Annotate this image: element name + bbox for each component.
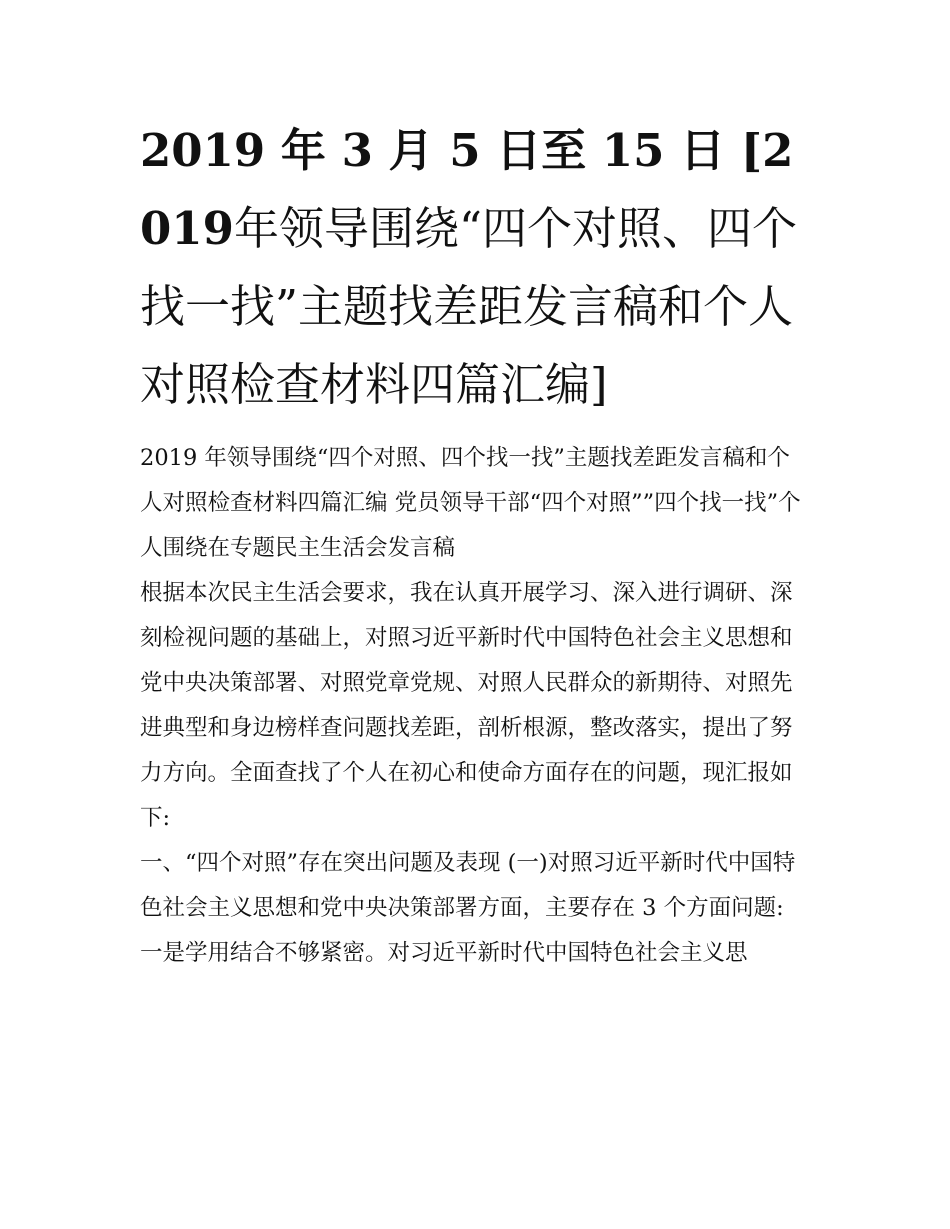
point-paragraph: 一是学用结合不够紧密。对习近平新时代中国特色社会主义思 <box>140 940 748 966</box>
intro-paragraph: 2019 年领导围绕“四个对照、四个找一找”主题找差距发言稿和个人对照检查材料四篇汇编 党员领导干部“四个对照””四个找一找”个人围绕在专题民主生活会发言稿 <box>140 445 801 561</box>
title-date-part: 2019 年 3 月 5 日至 15 日 [2019 <box>140 124 794 255</box>
body-paragraph: 根据本次民主生活会要求，我在认真开展学习、深入进行调研、深刻检视问题的基础上，对照习近平新时代中国特色社会主义思想和党中央决策部署、对照党章党规、对照人民群众的新期待、对照先进典型和身边榜样查问题找差距，剖析根源，整改落实，提出了努力方向。全面查找了个人在初心和使命方面存在的问题，现汇报如下: <box>140 580 793 831</box>
document-page <box>140 112 812 976</box>
document-body <box>140 436 812 976</box>
title-text-part: 年领导围绕“四个对照、四个找一找”主题找差距发言稿和个人对照检查材料四篇汇编] <box>140 202 797 411</box>
document-title <box>140 112 812 424</box>
section-heading-paragraph: 一、“四个对照”存在突出问题及表现 (一)对照习近平新时代中国特色社会主义思想和党中央决策部署方面，主要存在 3 个方面问题: <box>140 850 796 921</box>
